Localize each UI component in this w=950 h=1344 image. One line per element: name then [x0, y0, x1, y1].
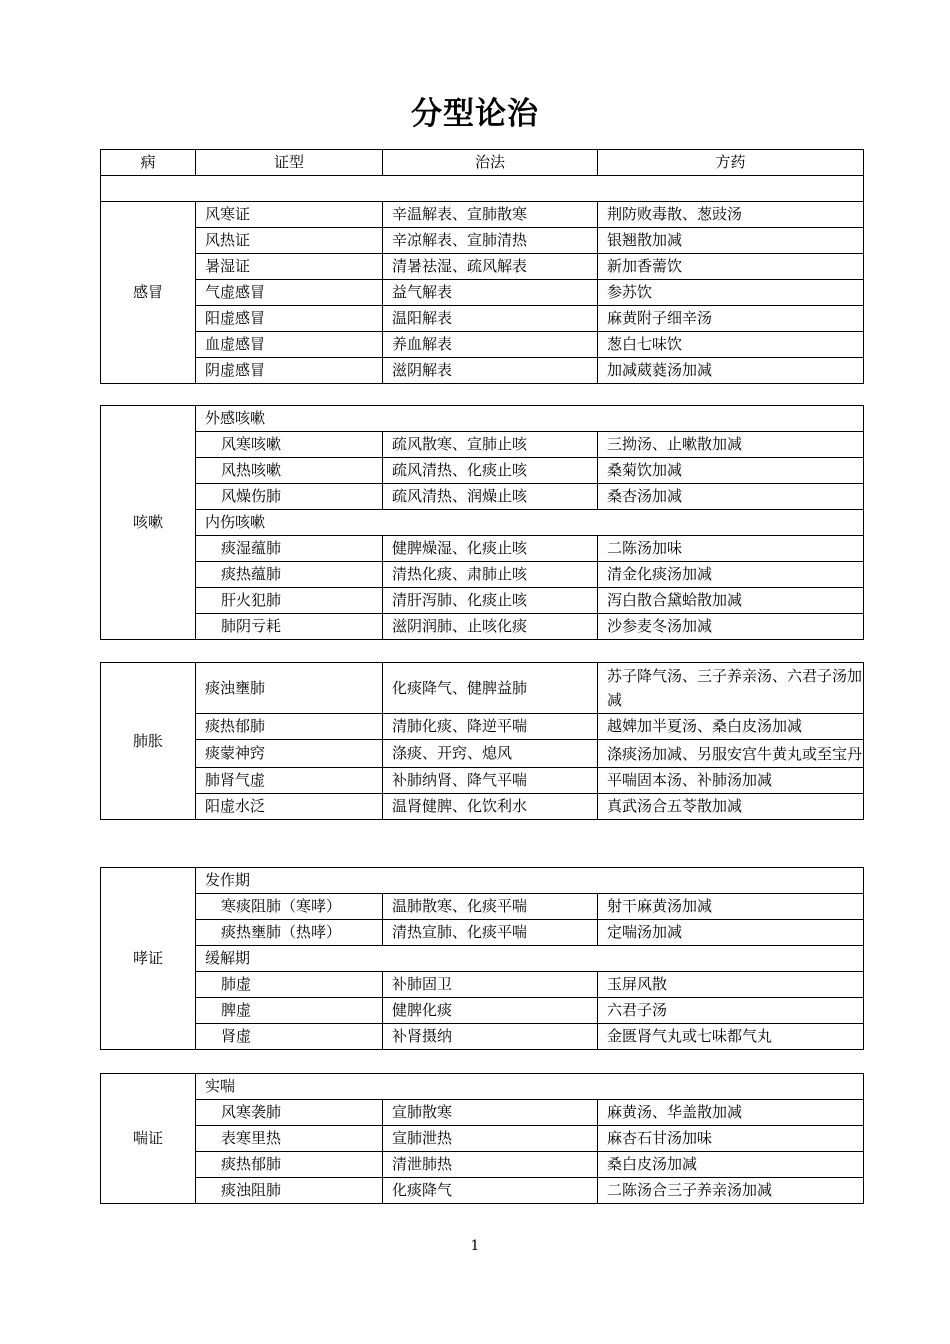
header-treatment: 治法 — [383, 150, 598, 176]
treatment-cell: 疏风散寒、宣肺止咳 — [383, 432, 598, 458]
formula-cell: 定喘汤加减 — [598, 920, 864, 946]
formula-cell: 沙参麦冬汤加减 — [598, 614, 864, 640]
table-row — [101, 1152, 864, 1178]
formula-cell: 参苏饮 — [598, 280, 864, 306]
treatment-cell: 宣肺泄热 — [383, 1126, 598, 1152]
pattern-cell: 肺虚 — [196, 972, 383, 998]
pattern-cell: 痰蒙神窍 — [196, 740, 383, 768]
pattern-cell: 痰浊壅肺 — [196, 663, 383, 714]
header-pattern: 证型 — [196, 150, 383, 176]
treatment-cell: 健脾化痰 — [383, 998, 598, 1024]
pattern-cell: 痰热蕴肺 — [196, 562, 383, 588]
pattern-cell: 风寒证 — [196, 202, 383, 228]
formula-cell: 麻杏石甘汤加味 — [598, 1126, 864, 1152]
section-table-lung-distension — [100, 662, 864, 820]
table-row — [101, 714, 864, 740]
section-table-dyspnea — [100, 1073, 864, 1204]
header-disease: 病 — [101, 150, 196, 176]
formula-cell: 射干麻黄汤加减 — [598, 894, 864, 920]
pattern-cell: 阴虚感冒 — [196, 358, 383, 384]
table-row — [101, 588, 864, 614]
table-row — [101, 484, 864, 510]
treatment-cell: 补肾摄纳 — [383, 1024, 598, 1050]
formula-cell: 麻黄汤、华盖散加减 — [598, 1100, 864, 1126]
pattern-cell: 脾虚 — [196, 998, 383, 1024]
table-row — [101, 280, 864, 306]
table-row — [101, 768, 864, 794]
pattern-cell: 风寒袭肺 — [196, 1100, 383, 1126]
formula-cell: 桑白皮汤加减 — [598, 1152, 864, 1178]
pattern-cell: 阳虚水泛 — [196, 794, 383, 820]
formula-cell: 葱白七味饮 — [598, 332, 864, 358]
section-table-asthma — [100, 867, 864, 1050]
treatment-cell: 温阳解表 — [383, 306, 598, 332]
table-row — [101, 868, 864, 894]
pattern-cell: 风寒咳嗽 — [196, 432, 383, 458]
disease-cell: 咳嗽 — [101, 406, 196, 640]
table-row — [101, 794, 864, 820]
formula-cell: 越婢加半夏汤、桑白皮汤加减 — [598, 714, 864, 740]
header-formula: 方药 — [598, 150, 864, 176]
table-row — [101, 920, 864, 946]
page-number: 1 — [470, 1238, 480, 1254]
pattern-cell: 风热证 — [196, 228, 383, 254]
treatment-cell: 补肺纳肾、降气平喘 — [383, 768, 598, 794]
pattern-cell: 肺阴亏耗 — [196, 614, 383, 640]
treatment-cell: 清热宣肺、化痰平喘 — [383, 920, 598, 946]
table-row — [101, 458, 864, 484]
disease-cell: 感冒 — [101, 202, 196, 384]
header-row — [101, 150, 864, 176]
table-row — [101, 663, 864, 714]
group-header: 发作期 — [196, 868, 864, 894]
group-header: 实喘 — [196, 1074, 864, 1100]
pattern-cell: 阳虚感冒 — [196, 306, 383, 332]
formula-cell: 玉屏风散 — [598, 972, 864, 998]
formula-cell: 加减葳蕤汤加减 — [598, 358, 864, 384]
table-row — [101, 1024, 864, 1050]
pattern-cell: 痰湿蕴肺 — [196, 536, 383, 562]
formula-cell: 二陈汤合三子养亲汤加减 — [598, 1178, 864, 1204]
section-table-cold — [100, 201, 864, 384]
pattern-cell: 风热咳嗽 — [196, 458, 383, 484]
pattern-cell: 表寒里热 — [196, 1126, 383, 1152]
table-row — [101, 358, 864, 384]
treatment-cell: 清热化痰、肃肺止咳 — [383, 562, 598, 588]
treatment-cell: 滋阴解表 — [383, 358, 598, 384]
formula-cell: 真武汤合五苓散加减 — [598, 794, 864, 820]
treatment-cell: 宣肺散寒 — [383, 1100, 598, 1126]
pattern-cell: 风燥伤肺 — [196, 484, 383, 510]
pattern-cell: 痰热郁肺 — [196, 714, 383, 740]
treatment-cell: 疏风清热、润燥止咳 — [383, 484, 598, 510]
table-row — [101, 946, 864, 972]
disease-cell: 肺胀 — [101, 663, 196, 820]
table-row — [101, 1074, 864, 1100]
disease-cell: 喘证 — [101, 1074, 196, 1204]
treatment-cell: 补肺固卫 — [383, 972, 598, 998]
treatment-cell: 疏风清热、化痰止咳 — [383, 458, 598, 484]
pattern-cell: 肺肾气虚 — [196, 768, 383, 794]
section-table-cough — [100, 405, 864, 640]
formula-cell: 金匮肾气丸或七味都气丸 — [598, 1024, 864, 1050]
treatment-cell: 养血解表 — [383, 332, 598, 358]
formula-cell: 二陈汤加味 — [598, 536, 864, 562]
pattern-cell: 气虚感冒 — [196, 280, 383, 306]
formula-cell: 六君子汤 — [598, 998, 864, 1024]
table-row — [101, 228, 864, 254]
group-header: 外感咳嗽 — [196, 406, 864, 432]
formula-cell: 银翘散加减 — [598, 228, 864, 254]
treatment-cell: 辛凉解表、宣肺清热 — [383, 228, 598, 254]
treatment-cell: 清肝泻肺、化痰止咳 — [383, 588, 598, 614]
pattern-cell: 痰浊阻肺 — [196, 1178, 383, 1204]
table-row — [101, 894, 864, 920]
header-table — [100, 149, 864, 202]
disease-cell: 哮证 — [101, 868, 196, 1050]
formula-cell: 泻白散合黛蛤散加减 — [598, 588, 864, 614]
treatment-cell: 健脾燥湿、化痰止咳 — [383, 536, 598, 562]
treatment-cell: 清暑祛湿、疏风解表 — [383, 254, 598, 280]
table-row — [101, 998, 864, 1024]
treatment-cell: 滋阴润肺、止咳化痰 — [383, 614, 598, 640]
formula-cell: 涤痰汤加减、另服安宫牛黄丸或至宝丹 — [598, 740, 864, 768]
treatment-cell: 温肺散寒、化痰平喘 — [383, 894, 598, 920]
treatment-cell: 益气解表 — [383, 280, 598, 306]
formula-cell: 麻黄附子细辛汤 — [598, 306, 864, 332]
formula-cell: 苏子降气汤、三子养亲汤、六君子汤加减 — [598, 663, 864, 714]
table-row — [101, 432, 864, 458]
table-row — [101, 1100, 864, 1126]
pattern-cell: 暑湿证 — [196, 254, 383, 280]
table-row — [101, 562, 864, 588]
table-row — [101, 614, 864, 640]
treatment-cell: 化痰降气 — [383, 1178, 598, 1204]
table-row — [101, 306, 864, 332]
table-row — [101, 510, 864, 536]
group-header: 缓解期 — [196, 946, 864, 972]
formula-cell: 桑杏汤加减 — [598, 484, 864, 510]
formula-cell: 清金化痰汤加减 — [598, 562, 864, 588]
table-row — [101, 740, 864, 768]
treatment-cell: 化痰降气、健脾益肺 — [383, 663, 598, 714]
pattern-cell: 痰热郁肺 — [196, 1152, 383, 1178]
table-row — [101, 972, 864, 998]
pattern-cell: 痰热壅肺（热哮） — [196, 920, 383, 946]
table-row — [101, 406, 864, 432]
page-title: 分型论治 — [411, 96, 539, 132]
table-row — [101, 332, 864, 358]
treatment-cell: 涤痰、开窍、熄风 — [383, 740, 598, 768]
treatment-cell: 温肾健脾、化饮利水 — [383, 794, 598, 820]
treatment-cell: 辛温解表、宣肺散寒 — [383, 202, 598, 228]
formula-cell: 荆防败毒散、葱豉汤 — [598, 202, 864, 228]
pattern-cell: 寒痰阻肺（寒哮） — [196, 894, 383, 920]
group-header: 内伤咳嗽 — [196, 510, 864, 536]
table-row — [101, 202, 864, 228]
pattern-cell: 血虚感冒 — [196, 332, 383, 358]
pattern-cell: 肾虚 — [196, 1024, 383, 1050]
table-row — [101, 536, 864, 562]
pattern-cell: 肝火犯肺 — [196, 588, 383, 614]
table-row — [101, 254, 864, 280]
treatment-cell: 清泄肺热 — [383, 1152, 598, 1178]
table-row — [101, 1126, 864, 1152]
table-row — [101, 1178, 864, 1204]
formula-cell: 新加香薷饮 — [598, 254, 864, 280]
formula-cell: 三拗汤、止嗽散加减 — [598, 432, 864, 458]
treatment-cell: 清肺化痰、降逆平喘 — [383, 714, 598, 740]
formula-cell: 平喘固本汤、补肺汤加减 — [598, 768, 864, 794]
spacer-row — [101, 176, 864, 202]
formula-cell: 桑菊饮加减 — [598, 458, 864, 484]
